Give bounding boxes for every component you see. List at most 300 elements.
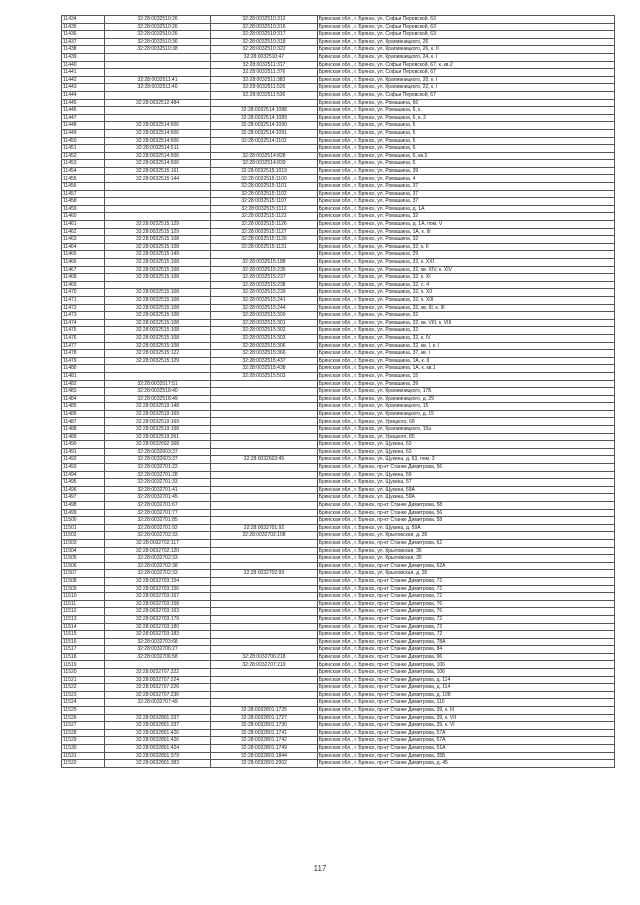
- parcel-number-cell: [104, 281, 210, 289]
- address-cell: Брянская обл., г. Брянск, пр-кт Станке Димитрова, 56: [317, 464, 614, 472]
- table-row: [62, 600, 615, 608]
- object-number-cell: [211, 676, 317, 684]
- address-cell: Брянская обл., г. Брянск, ул. Ромашина, д. 1А, пом. V: [317, 221, 614, 229]
- object-number-cell: [211, 502, 317, 510]
- row-number-cell: 11439: [62, 53, 105, 61]
- object-number-cell: [211, 395, 317, 403]
- address-cell: Брянская обл., г. Брянск, ул. Крыловская, д. 35: [317, 532, 614, 540]
- row-number-cell: 11493: [62, 464, 105, 472]
- parcel-number-cell: 32:28:0032707:236: [104, 691, 210, 699]
- object-number-cell: [211, 691, 317, 699]
- table-row: [62, 114, 615, 122]
- object-number-cell: 32:28:0032510:322: [211, 46, 317, 54]
- row-number-cell: 11485: [62, 403, 105, 411]
- object-number-cell: 32:28:0032511:376: [211, 69, 317, 77]
- table-row: [62, 562, 615, 570]
- object-number-cell: [211, 509, 317, 517]
- row-number-cell: 11501: [62, 524, 105, 532]
- row-number-cell: 11459: [62, 205, 105, 213]
- parcel-number-cell: [104, 213, 210, 221]
- table-row: [62, 433, 615, 441]
- object-number-cell: 32:28:0032514:1102: [211, 137, 317, 145]
- object-number-cell: 32:28:0032515:1126: [211, 221, 317, 229]
- row-number-cell: 11491: [62, 448, 105, 456]
- table-row: [62, 319, 615, 327]
- table-row: [62, 53, 615, 61]
- table-row: [62, 107, 615, 115]
- row-number-cell: 11499: [62, 509, 105, 517]
- row-number-cell: 11512: [62, 608, 105, 616]
- parcel-number-cell: 32:28:0032515:108: [104, 274, 210, 282]
- parcel-number-cell: 32:28:0032701:77: [104, 509, 210, 517]
- row-number-cell: 11532: [62, 760, 105, 768]
- object-number-cell: 32:28:0032514:1091: [211, 129, 317, 137]
- address-cell: Брянская обл., г. Брянск, ул. Ромашина, 1А, к. III: [317, 228, 614, 236]
- row-number-cell: 11527: [62, 722, 105, 730]
- object-number-cell: [211, 699, 317, 707]
- address-cell: Брянская обл., г. Брянск, ул. Ромашина, 4: [317, 175, 614, 183]
- parcel-number-cell: 32:28:0032703:68: [104, 638, 210, 646]
- table-row: [62, 129, 615, 137]
- table-row: [62, 669, 615, 677]
- parcel-number-cell: 32:28:0032515:108: [104, 259, 210, 267]
- object-number-cell: 32:28:0032511:536: [211, 91, 317, 99]
- address-cell: Брянская обл., г. Брянск, ул. Урицкого, 85: [317, 433, 614, 441]
- row-number-cell: 11519: [62, 661, 105, 669]
- table-row: [62, 372, 615, 380]
- parcel-number-cell: 32:28:0032515:108: [104, 312, 210, 320]
- address-cell: Брянская обл., г. Брянск, ул. Ромашина, 32: [317, 327, 614, 335]
- parcel-number-cell: 32:28:0032515:108: [104, 304, 210, 312]
- address-cell: Брянская обл., г. Брянск, ул. Щукина, 59: [317, 471, 614, 479]
- address-cell: Брянская обл., г. Брянск, ул. Ромашина, 32: [317, 236, 614, 244]
- address-cell: Брянская обл., г. Брянск, ул. Ромашина, 6, кв.3: [317, 152, 614, 160]
- row-number-cell: 11438: [62, 46, 105, 54]
- table-row: [62, 661, 615, 669]
- object-number-cell: [211, 562, 317, 570]
- object-number-cell: 32:28:0032515:1122: [211, 213, 317, 221]
- parcel-number-cell: 32:28:0032515:129: [104, 221, 210, 229]
- address-cell: Брянская обл., г. Брянск, ул. Крыловская, 36: [317, 547, 614, 555]
- table-row: [62, 243, 615, 251]
- address-cell: Брянская обл., г. Брянск, пр-кт Станке Димитрова, 51А: [317, 745, 614, 753]
- address-cell: Брянская обл., г. Брянск, ул. Ромашина, 32, к. XII: [317, 289, 614, 297]
- address-cell: Брянская обл., г. Брянск, пр-кт Станке Димитрова, д. 45: [317, 760, 614, 768]
- table-row: [62, 274, 615, 282]
- object-number-cell: [211, 623, 317, 631]
- object-number-cell: [211, 539, 317, 547]
- table-row: [62, 380, 615, 388]
- object-number-cell: 32:28:0032801:1742: [211, 737, 317, 745]
- address-cell: Брянская обл., г. Брянск, ул. Ромашина, 37: [317, 183, 614, 191]
- table-row: [62, 418, 615, 426]
- table-row: [62, 585, 615, 593]
- address-cell: Брянская обл., г. Брянск, пр-кт Станке Димитрова, 39, к. III: [317, 707, 614, 715]
- address-cell: Брянская обл., г. Брянск, ул. Ромашина, 6, к. 2: [317, 114, 614, 122]
- parcel-number-cell: 32:28:0032514:506: [104, 129, 210, 137]
- parcel-number-cell: 32:28:0032518:49: [104, 395, 210, 403]
- object-number-cell: 32:28:0032515:1107: [211, 198, 317, 206]
- parcel-number-cell: 32:28:0032514:506: [104, 152, 210, 160]
- object-number-cell: [211, 585, 317, 593]
- object-number-cell: 32:28:0032514:1088: [211, 107, 317, 115]
- address-cell: Брянская обл., г. Брянск, ул. Ромашина, 32, кв. VIII, к. VIII: [317, 319, 614, 327]
- object-number-cell: 32:28:0032515:1112: [211, 205, 317, 213]
- table-row: [62, 653, 615, 661]
- table-row: [62, 494, 615, 502]
- object-number-cell: 32:28:0032515:244: [211, 304, 317, 312]
- object-number-cell: 32:28:0032515:1019: [211, 167, 317, 175]
- row-number-cell: 11498: [62, 502, 105, 510]
- row-number-cell: 11517: [62, 646, 105, 654]
- table-row: [62, 251, 615, 259]
- table-row: [62, 691, 615, 699]
- table-row: [62, 198, 615, 206]
- table-row: [62, 296, 615, 304]
- object-number-cell: 32:28:0032510:312: [211, 16, 317, 24]
- parcel-number-cell: [104, 53, 210, 61]
- object-number-cell: [211, 646, 317, 654]
- registry-table-body: [62, 16, 615, 768]
- row-number-cell: 11456: [62, 183, 105, 191]
- table-row: [62, 646, 615, 654]
- row-number-cell: 11464: [62, 243, 105, 251]
- parcel-number-cell: 32:28:0032801:383: [104, 760, 210, 768]
- parcel-number-cell: [104, 190, 210, 198]
- row-number-cell: 11516: [62, 638, 105, 646]
- parcel-number-cell: 32:28:0032801:337: [104, 714, 210, 722]
- parcel-number-cell: 32:28:0032701:92: [104, 524, 210, 532]
- address-cell: Брянская обл., г. Брянск, пр-кт Станке Димитрова, 56: [317, 509, 614, 517]
- parcel-number-cell: 32:28:0032515:122: [104, 350, 210, 358]
- address-cell: Брянская обл., г. Брянск, ул. Крыловская, 35: [317, 555, 614, 563]
- parcel-number-cell: 32:28:0032801:426: [104, 729, 210, 737]
- object-number-cell: 32:28:0032515:188: [211, 259, 317, 267]
- address-cell: Брянская обл., г. Брянск, пр-кт Станке Димитрова, 76: [317, 608, 614, 616]
- parcel-number-cell: 32:28:0032515:108: [104, 342, 210, 350]
- address-cell: Брянская обл., г. Брянск, ул. Щукина, 63: [317, 448, 614, 456]
- address-cell: Брянская обл., г. Брянск, ул. Ромашина, 32, кв. XIV, к. XIV: [317, 266, 614, 274]
- object-number-cell: [211, 479, 317, 487]
- address-cell: Брянская обл., г. Брянск, пр-кт Станке Димитрова, д. 114: [317, 676, 614, 684]
- object-number-cell: [211, 631, 317, 639]
- address-cell: Брянская обл., г. Брянск, ул. Ромашина, 32, к. XXI: [317, 259, 614, 267]
- row-number-cell: 11520: [62, 669, 105, 677]
- object-number-cell: [211, 418, 317, 426]
- row-number-cell: 11528: [62, 729, 105, 737]
- table-row: [62, 334, 615, 342]
- row-number-cell: 11467: [62, 266, 105, 274]
- row-number-cell: 11460: [62, 213, 105, 221]
- object-number-cell: 32:28:0032515:306: [211, 342, 317, 350]
- table-row: [62, 152, 615, 160]
- address-cell: Брянская обл., г. Брянск, ул. Ромашина, 32, к. XI: [317, 274, 614, 282]
- table-row: [62, 684, 615, 692]
- table-row: [62, 729, 615, 737]
- object-number-cell: [211, 99, 317, 107]
- table-row: [62, 752, 615, 760]
- row-number-cell: 11437: [62, 38, 105, 46]
- address-cell: Брянская обл., г. Брянск, пр-кт Станке Димитрова, 72: [317, 577, 614, 585]
- table-row: [62, 213, 615, 221]
- table-row: [62, 395, 615, 403]
- row-number-cell: 11463: [62, 236, 105, 244]
- parcel-number-cell: 32:28:0032515:129: [104, 357, 210, 365]
- object-number-cell: 32:28:0032801:1749: [211, 745, 317, 753]
- parcel-number-cell: 32:28:0032602:368: [104, 441, 210, 449]
- address-cell: Брянская обл., г. Брянск, пр-кт Станке Димитрова, 72: [317, 623, 614, 631]
- object-number-cell: 32:28:0032603:45: [211, 456, 317, 464]
- row-number-cell: 11521: [62, 676, 105, 684]
- address-cell: Брянская обл., г. Брянск, ул. Щукина, д. 59А: [317, 524, 614, 532]
- parcel-number-cell: 32:28:0032514:506: [104, 160, 210, 168]
- object-number-cell: [211, 684, 317, 692]
- table-row: [62, 722, 615, 730]
- row-number-cell: 11452: [62, 152, 105, 160]
- address-cell: Брянская обл., г. Брянск, пр-кт Станке Димитрова, 57А: [317, 737, 614, 745]
- address-cell: Брянская обл., г. Брянск, ул. Крапивницкого, 22, к. I: [317, 84, 614, 92]
- object-number-cell: 32:28:0032702:99: [211, 570, 317, 578]
- table-row: [62, 471, 615, 479]
- table-row: [62, 502, 615, 510]
- table-row: [62, 31, 615, 39]
- address-cell: Брянская обл., г. Брянск, ул. Крапивницкого, д. 29: [317, 395, 614, 403]
- parcel-number-cell: [104, 707, 210, 715]
- row-number-cell: 11524: [62, 699, 105, 707]
- address-cell: Брянская обл., г. Брянск, ул. Крапивницкого, 20, к. I: [317, 76, 614, 84]
- address-cell: Брянская обл., г. Брянск, пр-кт Станке Димитрова, 39, к. VII: [317, 714, 614, 722]
- table-row: [62, 350, 615, 358]
- table-row: [62, 99, 615, 107]
- address-cell: Брянская обл., г. Брянск, ул. Ромашина, 15: [317, 372, 614, 380]
- object-number-cell: [211, 403, 317, 411]
- object-number-cell: 32:28:0032801:2002: [211, 760, 317, 768]
- table-row: [62, 91, 615, 99]
- object-number-cell: [211, 433, 317, 441]
- row-number-cell: 11470: [62, 289, 105, 297]
- address-cell: Брянская обл., г. Брянск, ул. Крапивницкого, 15а: [317, 426, 614, 434]
- row-number-cell: 11489: [62, 433, 105, 441]
- parcel-number-cell: [104, 183, 210, 191]
- row-number-cell: 11446: [62, 107, 105, 115]
- row-number-cell: 11486: [62, 410, 105, 418]
- row-number-cell: 11477: [62, 342, 105, 350]
- address-cell: Брянская обл., г. Брянск, пр-кт Станке Димитрова, 110: [317, 699, 614, 707]
- parcel-number-cell: 32:28:0032519:148: [104, 403, 210, 411]
- address-cell: Брянская обл., г. Брянск, пр-кт Станке Димитрова, 84: [317, 646, 614, 654]
- table-row: [62, 479, 615, 487]
- row-number-cell: 11465: [62, 251, 105, 259]
- row-number-cell: 11469: [62, 281, 105, 289]
- table-row: [62, 509, 615, 517]
- row-number-cell: 11440: [62, 61, 105, 69]
- object-number-cell: 32:28:0032515:437: [211, 357, 317, 365]
- row-number-cell: 11468: [62, 274, 105, 282]
- table-row: [62, 167, 615, 175]
- table-row: [62, 304, 615, 312]
- parcel-number-cell: 32:28:0032510:26: [104, 23, 210, 31]
- object-number-cell: [211, 517, 317, 525]
- table-row: [62, 486, 615, 494]
- parcel-number-cell: 32:28:0032519:261: [104, 433, 210, 441]
- parcel-number-cell: 32:28:0032707:222: [104, 669, 210, 677]
- row-number-cell: 11525: [62, 707, 105, 715]
- address-cell: Брянская обл., г. Брянск, ул. Крапивницкого, 24, к. I: [317, 53, 614, 61]
- row-number-cell: 11507: [62, 570, 105, 578]
- parcel-number-cell: 32:28:0032518:40: [104, 388, 210, 396]
- parcel-number-cell: 32:28:0032701:85: [104, 517, 210, 525]
- row-number-cell: 11441: [62, 69, 105, 77]
- row-number-cell: 11450: [62, 137, 105, 145]
- parcel-number-cell: 32:28:0032514:511: [104, 145, 210, 153]
- table-row: [62, 570, 615, 578]
- parcel-number-cell: 32:28:0032801:337: [104, 722, 210, 730]
- table-row: [62, 631, 615, 639]
- table-row: [62, 608, 615, 616]
- address-cell: Брянская обл., г. Брянск, ул. Ромашина, 29: [317, 251, 614, 259]
- table-row: [62, 532, 615, 540]
- parcel-number-cell: [104, 365, 210, 373]
- row-number-cell: 11514: [62, 623, 105, 631]
- address-cell: Брянская обл., г. Брянск, ул. Софьи Перовской, 67, к. кв.2: [317, 61, 614, 69]
- address-cell: Брянская обл., г. Брянск, ул. Ромашина, 39: [317, 167, 614, 175]
- object-number-cell: 32:28:0032801:1741: [211, 729, 317, 737]
- object-number-cell: [211, 448, 317, 456]
- address-cell: Брянская обл., г. Брянск, ул. Ромашина, 32, к. XIII: [317, 296, 614, 304]
- address-cell: Брянская обл., г. Брянск, ул. Софьи Перовской, 63: [317, 16, 614, 24]
- object-number-cell: 32:28:0032515:239: [211, 289, 317, 297]
- address-cell: Брянская обл., г. Брянск, ул. Ромашина, 6: [317, 129, 614, 137]
- row-number-cell: 11529: [62, 737, 105, 745]
- table-row: [62, 760, 615, 768]
- address-cell: Брянская обл., г. Брянск, пр-кт Станке Димитрова, 57А: [317, 729, 614, 737]
- parcel-number-cell: 32:28:0032515:108: [104, 327, 210, 335]
- row-number-cell: 11531: [62, 752, 105, 760]
- row-number-cell: 11490: [62, 441, 105, 449]
- object-number-cell: 32:28:0032515:241: [211, 296, 317, 304]
- row-number-cell: 11476: [62, 334, 105, 342]
- parcel-number-cell: 32:28:0032706:27: [104, 646, 210, 654]
- row-number-cell: 11471: [62, 296, 105, 304]
- address-cell: Брянская обл., г. Брянск, ул. Урицкого, 68: [317, 418, 614, 426]
- address-cell: Брянская обл., г. Брянск, ул. Ромашина, 37: [317, 190, 614, 198]
- row-number-cell: 11508: [62, 577, 105, 585]
- table-row: [62, 714, 615, 722]
- table-row: [62, 76, 615, 84]
- address-cell: Брянская обл., г. Брянск, ул. Ромашина, 32, к. II: [317, 243, 614, 251]
- address-cell: Брянская обл., г. Брянск, пр-кт Станке Димитрова, 106: [317, 669, 614, 677]
- row-number-cell: 11522: [62, 684, 105, 692]
- table-row: [62, 547, 615, 555]
- object-number-cell: 32:28:0032514:828: [211, 152, 317, 160]
- table-row: [62, 289, 615, 297]
- table-row: [62, 524, 615, 532]
- address-cell: Брянская обл., г. Брянск, ул. Щукина, 59А: [317, 494, 614, 502]
- object-number-cell: [211, 555, 317, 563]
- row-number-cell: 11523: [62, 691, 105, 699]
- table-row: [62, 403, 615, 411]
- address-cell: Брянская обл., г. Брянск, ул. Крыловская, д. 35: [317, 570, 614, 578]
- object-number-cell: 32:28:0032706:218: [211, 653, 317, 661]
- row-number-cell: 11434: [62, 16, 105, 24]
- object-number-cell: 32:28:0032515:1127: [211, 228, 317, 236]
- row-number-cell: 11448: [62, 122, 105, 130]
- parcel-number-cell: [104, 61, 210, 69]
- object-number-cell: [211, 464, 317, 472]
- row-number-cell: 11455: [62, 175, 105, 183]
- object-number-cell: 32:28:0032514:1090: [211, 122, 317, 130]
- table-row: [62, 46, 615, 54]
- parcel-number-cell: 32:28:0032514:506: [104, 122, 210, 130]
- object-number-cell: [211, 669, 317, 677]
- parcel-number-cell: 32:28:0032701:28: [104, 471, 210, 479]
- address-cell: Брянская обл., г. Брянск, ул. Ромашина, 6, к.: [317, 107, 614, 115]
- table-row: [62, 281, 615, 289]
- parcel-number-cell: [104, 91, 210, 99]
- row-number-cell: 11457: [62, 190, 105, 198]
- row-number-cell: 11487: [62, 418, 105, 426]
- table-row: [62, 16, 615, 24]
- table-row: [62, 23, 615, 31]
- row-number-cell: 11443: [62, 84, 105, 92]
- object-number-cell: 32:28:0032801:1730: [211, 722, 317, 730]
- object-number-cell: 32:28:0032510:47: [211, 53, 317, 61]
- row-number-cell: 11482: [62, 380, 105, 388]
- parcel-number-cell: 32:28:0032701:45: [104, 494, 210, 502]
- row-number-cell: 11488: [62, 426, 105, 434]
- table-row: [62, 61, 615, 69]
- table-row: [62, 266, 615, 274]
- table-row: [62, 69, 615, 77]
- object-number-cell: 32:28:0032707:219: [211, 661, 317, 669]
- parcel-number-cell: 32:28:0032703:157: [104, 593, 210, 601]
- address-cell: Брянская обл., г. Брянск, пр-кт Станке Димитрова, 39, к. VI: [317, 722, 614, 730]
- row-number-cell: 11445: [62, 99, 105, 107]
- address-cell: Брянская обл., г. Брянск, ул. Ромашина, 32, к. IV: [317, 334, 614, 342]
- row-number-cell: 11472: [62, 304, 105, 312]
- address-cell: Брянская обл., г. Брянск, ул. Крапивницкого, д. 15: [317, 410, 614, 418]
- parcel-number-cell: 32:28:0032515:108: [104, 334, 210, 342]
- row-number-cell: 11454: [62, 167, 105, 175]
- table-row: [62, 441, 615, 449]
- object-number-cell: 32:28:0032514:839: [211, 160, 317, 168]
- object-number-cell: 32:28:0032515:303: [211, 334, 317, 342]
- address-cell: Брянская обл., г. Брянск, пр-кт Станке Димитрова, 58: [317, 517, 614, 525]
- parcel-number-cell: 32:28:0032515:161: [104, 167, 210, 175]
- address-cell: Брянская обл., г. Брянск, ул. Щукина, 63: [317, 441, 614, 449]
- table-row: [62, 122, 615, 130]
- row-number-cell: 11526: [62, 714, 105, 722]
- row-number-cell: 11478: [62, 350, 105, 358]
- address-cell: Брянская обл., г. Брянск, пр-кт Станке Димитрова, 72: [317, 593, 614, 601]
- object-number-cell: 32:28:0032515:301: [211, 319, 317, 327]
- address-cell: Брянская обл., г. Брянск, пр-кт Станке Димитрова, 58: [317, 502, 614, 510]
- parcel-number-cell: 32:28:0032707:49: [104, 699, 210, 707]
- table-row: [62, 426, 615, 434]
- object-number-cell: 32:28:0032515:503: [211, 372, 317, 380]
- address-cell: Брянская обл., г. Брянск, пр-кт Станке Димитрова, 62: [317, 539, 614, 547]
- parcel-number-cell: 32:28:0032801:379: [104, 752, 210, 760]
- object-number-cell: 32:28:0032511:526: [211, 84, 317, 92]
- table-row: [62, 676, 615, 684]
- parcel-number-cell: 32:28:0032515:108: [104, 319, 210, 327]
- address-cell: Брянская обл., г. Брянск, пр-кт Станке Димитрова, 78А: [317, 638, 614, 646]
- parcel-number-cell: 32:28:0032703:180: [104, 623, 210, 631]
- object-number-cell: 32:28:0032515:235: [211, 266, 317, 274]
- table-row: [62, 137, 615, 145]
- row-number-cell: 11475: [62, 327, 105, 335]
- object-number-cell: 32:28:0032511:383: [211, 76, 317, 84]
